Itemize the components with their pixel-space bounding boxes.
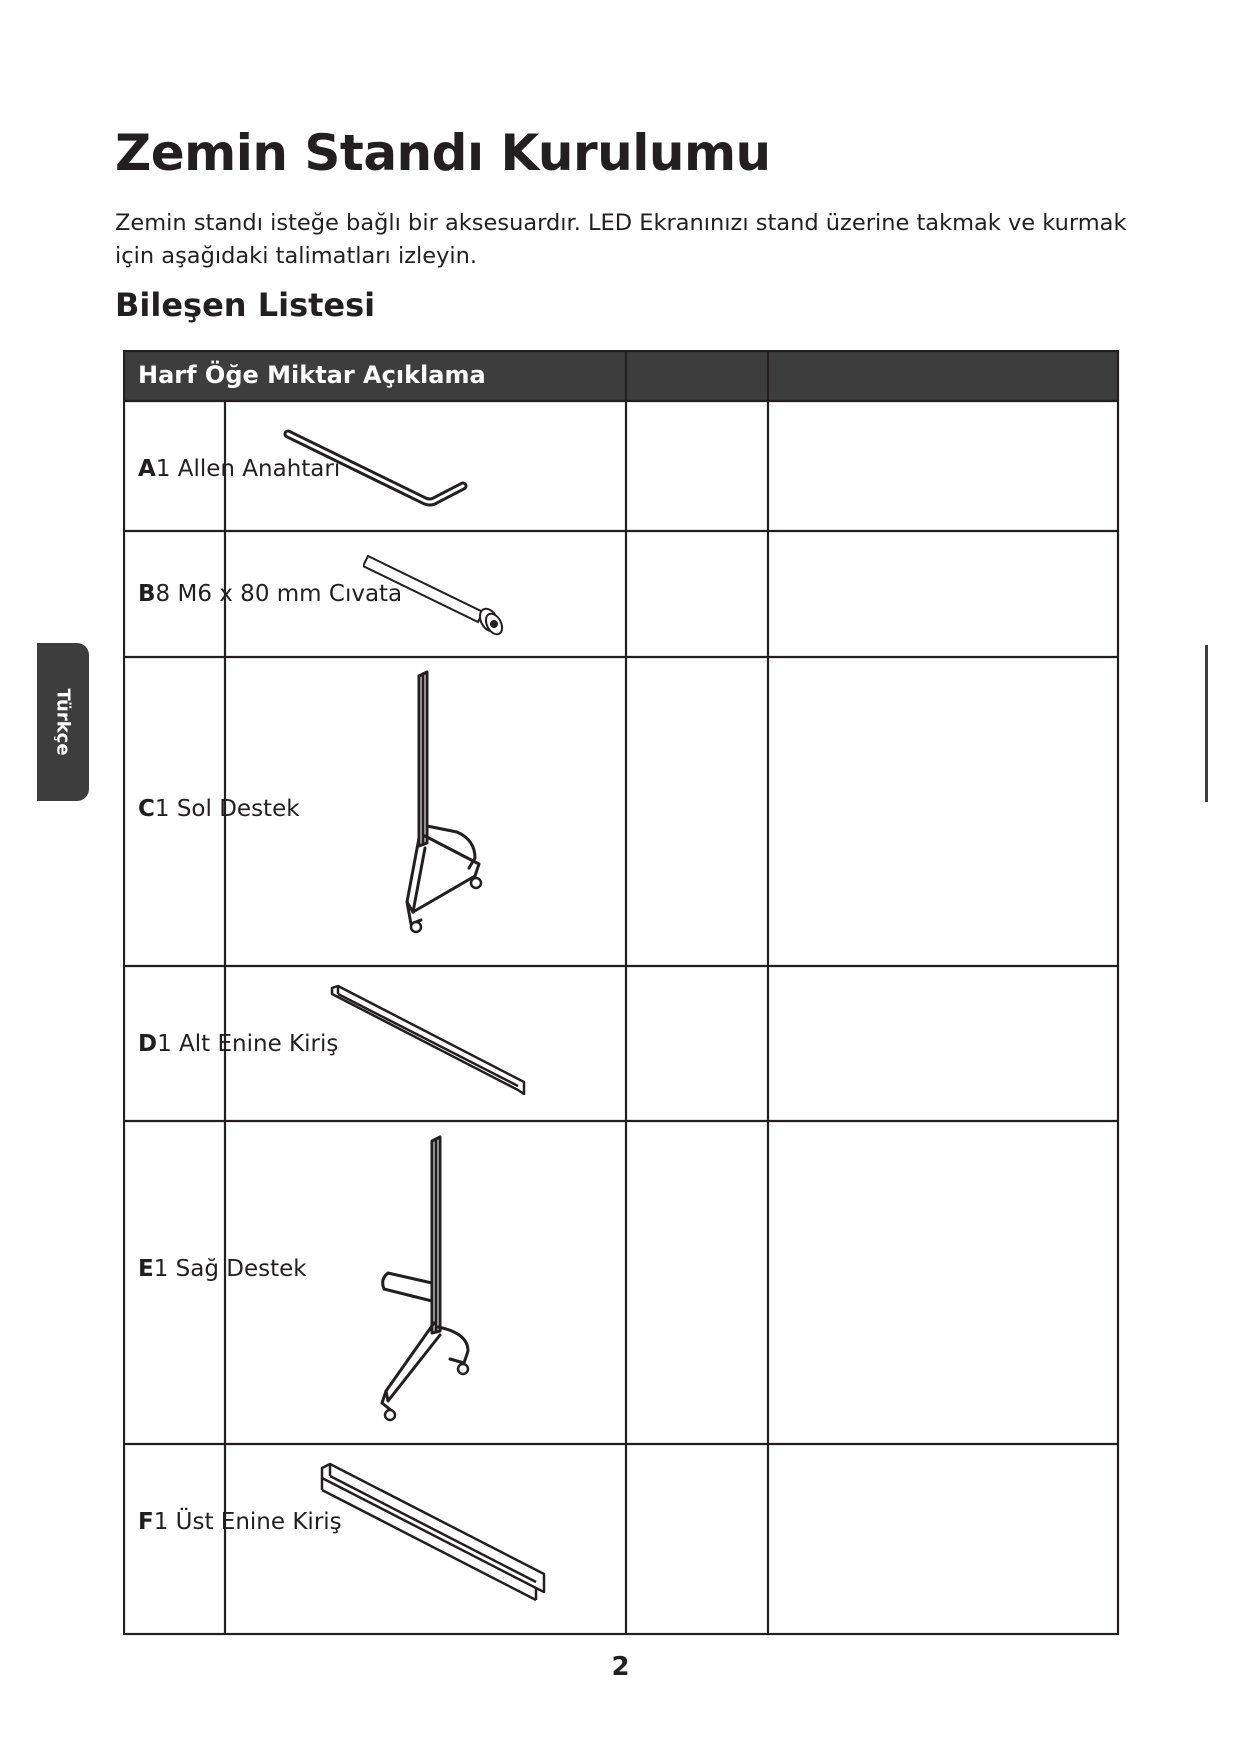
item-desc-a: 1 Allen Anahtarı: [155, 456, 341, 482]
table-row-e: [138, 1256, 307, 1282]
table-row-a: [138, 456, 340, 482]
item-letter-f: F: [138, 1509, 154, 1535]
item-desc-e: 1 Sağ Destek: [153, 1256, 307, 1282]
item-letter-e: E: [138, 1256, 154, 1282]
page-number: 2: [611, 1652, 630, 1682]
intro-paragraph: Zemin standı isteğe bağlı bir aksesuardır. LED Ekranınızı stand üzerine takmak ve kurmak için aşağıdaki talimatları izleyin.: [115, 210, 1127, 269]
item-letter-d: D: [138, 1031, 158, 1057]
top-crossbeam-icon: [318, 1460, 548, 1610]
item-desc-b: 8 M6 x 80 mm Cıvata: [155, 581, 403, 607]
page-title: Zemin Standı Kurulumu: [115, 124, 771, 182]
language-tab-label: Türkçe: [52, 688, 74, 756]
right-edge-line: [1205, 645, 1208, 802]
table-row-d: [138, 1031, 338, 1057]
item-desc-d: 1 Alt Enine Kiriş: [157, 1031, 339, 1057]
item-desc-f: 1 Üst Enine Kiriş: [153, 1509, 342, 1535]
item-desc-c: 1 Sol Destek: [154, 796, 300, 822]
section-title: Bileşen Listesi: [115, 286, 376, 324]
item-letter-a: A: [138, 456, 156, 482]
table-row-f: [138, 1509, 342, 1535]
table-header: Harf Öğe Miktar Açıklama: [138, 361, 486, 389]
component-table: [123, 350, 1120, 1636]
table-grid: [123, 350, 1120, 1636]
table-row-b: [138, 581, 402, 607]
bottom-crossbeam-icon: [328, 982, 528, 1102]
left-support-icon: [393, 668, 513, 944]
item-letter-c: C: [138, 796, 155, 822]
language-side-tab: [37, 643, 89, 801]
table-row-c: [138, 796, 300, 822]
item-letter-b: B: [138, 581, 156, 607]
right-support-icon: [368, 1133, 498, 1423]
